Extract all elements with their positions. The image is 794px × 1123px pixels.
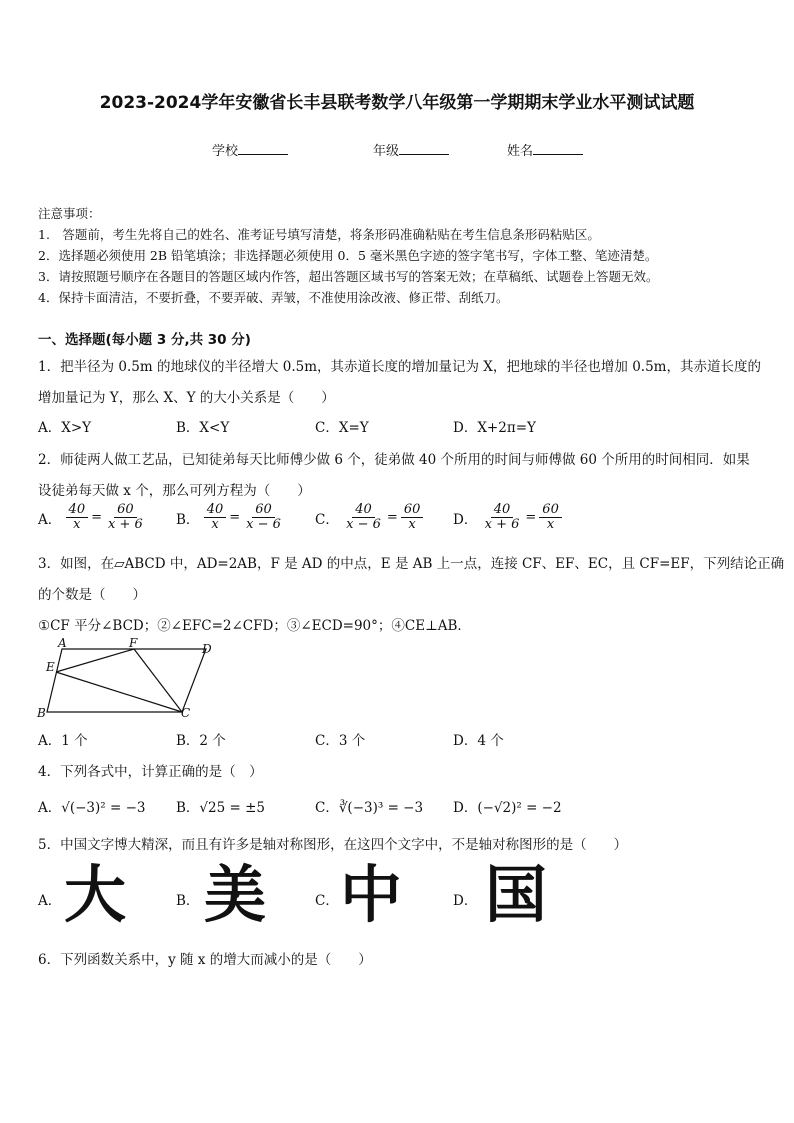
school-label: 学校 bbox=[212, 144, 239, 159]
note-item: 3．请按照题号顺序在各题目的答题区域内作答，超出答题区域书写的答案无效；在草稿纸、试题卷上答题无效。 bbox=[38, 269, 659, 284]
segment-ec bbox=[56, 672, 182, 712]
q5-stem: 5．中国文字博大精深，而且有许多是轴对称图形，在这四个文字中，不是轴对称图形的是（ ） bbox=[38, 837, 628, 853]
fraction: $\frac{40}{x}$ bbox=[204, 503, 227, 533]
note-item: 1. 答题前，考生先将自己的姓名、准考证号填写清楚，将条形码准确粘贴在考生信息条形码粘贴区。 bbox=[38, 227, 600, 242]
q2-option-c: C． $\frac{40}{x - 6}$ = $\frac{60}{x}$ bbox=[315, 503, 423, 533]
section-heading: 一、选择题(每小题 3 分,共 30 分) bbox=[38, 332, 251, 348]
q4-option-a: A．√(−3)² = −3 bbox=[38, 800, 146, 816]
vertex-label-d: D bbox=[202, 642, 212, 656]
vertex-label-e: E bbox=[46, 660, 55, 674]
q6-stem: 6．下列函数关系中，y 随 x 的增大而减小的是（ ） bbox=[38, 952, 372, 968]
page-title: 2023-2024学年安徽省长丰县联考数学八年级第一学期期末学业水平测试试题 bbox=[99, 93, 695, 113]
note-item: 4．保持卡面清洁，不要折叠，不要弄破、弄皱，不准使用涂改液、修正带、刮纸刀。 bbox=[38, 290, 509, 305]
q1-option-b: B．X<Y bbox=[176, 420, 230, 436]
option-label: B． bbox=[176, 511, 200, 528]
segment-ef bbox=[56, 649, 134, 672]
q3-stem-line2: 的个数是（ ） bbox=[38, 587, 146, 603]
q3-option-b: B．2 个 bbox=[176, 733, 226, 749]
vertex-label-a: A bbox=[58, 638, 67, 650]
fraction: $\frac{60}{x}$ bbox=[539, 503, 562, 533]
fraction: $\frac{40}{x - 6}$ bbox=[346, 502, 381, 533]
q5-option-c-label: C． bbox=[315, 893, 339, 909]
notes-heading: 注意事项： bbox=[38, 206, 101, 221]
grade-underline bbox=[399, 142, 449, 155]
fraction: $\frac{60}{x - 6}$ bbox=[246, 502, 281, 533]
q4-option-d: D．(−√2)² = −2 bbox=[453, 800, 562, 816]
q2-option-a: A． $\frac{40}{x}$ = $\frac{60}{x + 6}$ bbox=[38, 503, 146, 533]
fraction: $\frac{40}{x + 6}$ bbox=[484, 502, 520, 533]
grade-label: 年级 bbox=[373, 144, 400, 159]
name-label: 姓名 bbox=[507, 144, 534, 159]
name-underline bbox=[533, 142, 583, 155]
segment-cf bbox=[134, 649, 182, 712]
vertex-label-b: B bbox=[37, 706, 46, 720]
vertex-label-f: F bbox=[129, 638, 138, 650]
q1-option-a: A．X>Y bbox=[38, 420, 92, 436]
grade-field bbox=[373, 140, 449, 159]
parallelogram-abcd bbox=[47, 649, 206, 712]
q3-stem-line1: 3．如图，在▱ABCD 中，AD=2AB，F 是 AD 的中点，E 是 AB 上一点，连接 CF、EF、EC，且 CF=EF，下列结论正确 bbox=[38, 556, 785, 572]
q1-option-d: D．X+2π=Y bbox=[453, 420, 536, 436]
q2-option-b: B． $\frac{40}{x}$ = $\frac{60}{x - 6}$ bbox=[176, 503, 284, 533]
q4-option-b: B．√25 = ±5 bbox=[176, 800, 265, 816]
q4-stem: 4．下列各式中，计算正确的是（ ） bbox=[38, 764, 263, 780]
q5-option-c-glyph: 中 bbox=[340, 858, 403, 931]
q4-option-c: C．∛(−3)³ = −3 bbox=[315, 800, 424, 816]
note-item: 2．选择题必须使用 2B 铅笔填涂；非选择题必须使用 0．5 毫米黑色字迹的签字笔书写，字体工整、笔迹清楚。 bbox=[38, 248, 658, 263]
q5-option-b-label: B． bbox=[176, 893, 200, 909]
name-field bbox=[507, 140, 583, 159]
q3-statements: ①CF 平分∠BCD；②∠EFC=2∠CFD；③∠ECD=90°；④CE⊥AB． bbox=[38, 618, 471, 634]
fraction: $\frac{40}{x}$ bbox=[66, 503, 89, 533]
q3-option-a: A．1 个 bbox=[38, 733, 88, 749]
q5-option-d-label: D． bbox=[453, 893, 478, 909]
school-underline bbox=[238, 142, 288, 155]
q2-stem-line2: 设徒弟每天做 x 个，那么可列方程为（ ） bbox=[38, 483, 311, 499]
q2-option-d: D． $\frac{40}{x + 6}$ = $\frac{60}{x}$ bbox=[453, 503, 562, 533]
q1-stem-line2: 增加量记为 Y，那么 X、Y 的大小关系是（ ） bbox=[38, 390, 335, 406]
q5-option-a-glyph: 大 bbox=[64, 858, 127, 931]
q1-option-c: C．X=Y bbox=[315, 420, 369, 436]
option-label: D． bbox=[453, 511, 478, 528]
option-label: A． bbox=[38, 511, 62, 528]
vertex-label-c: C bbox=[181, 706, 191, 720]
school-field bbox=[212, 140, 288, 159]
q3-option-c: C．3 个 bbox=[315, 733, 366, 749]
q5-option-b-glyph: 美 bbox=[204, 858, 267, 931]
q5-option-d-glyph: 国 bbox=[485, 858, 548, 931]
q5-option-a-label: A． bbox=[38, 893, 62, 909]
fraction: $\frac{60}{x}$ bbox=[401, 503, 424, 533]
q2-stem-line1: 2．师徒两人做工艺品，已知徒弟每天比师傅少做 6 个，徒弟做 40 个所用的时间与师傅做 60 个所用的时间相同．如果 bbox=[38, 452, 750, 468]
fraction: $\frac{60}{x + 6}$ bbox=[108, 502, 143, 533]
q3-option-d: D．4 个 bbox=[453, 733, 504, 749]
parallelogram-figure bbox=[36, 638, 216, 722]
option-label: C． bbox=[315, 511, 339, 528]
q1-stem-line1: 1．把半径为 0.5m 的地球仪的半径增大 0.5m，其赤道长度的增加量记为 X，把地球的半径也增加 0.5m，其赤道长度的 bbox=[38, 359, 761, 375]
